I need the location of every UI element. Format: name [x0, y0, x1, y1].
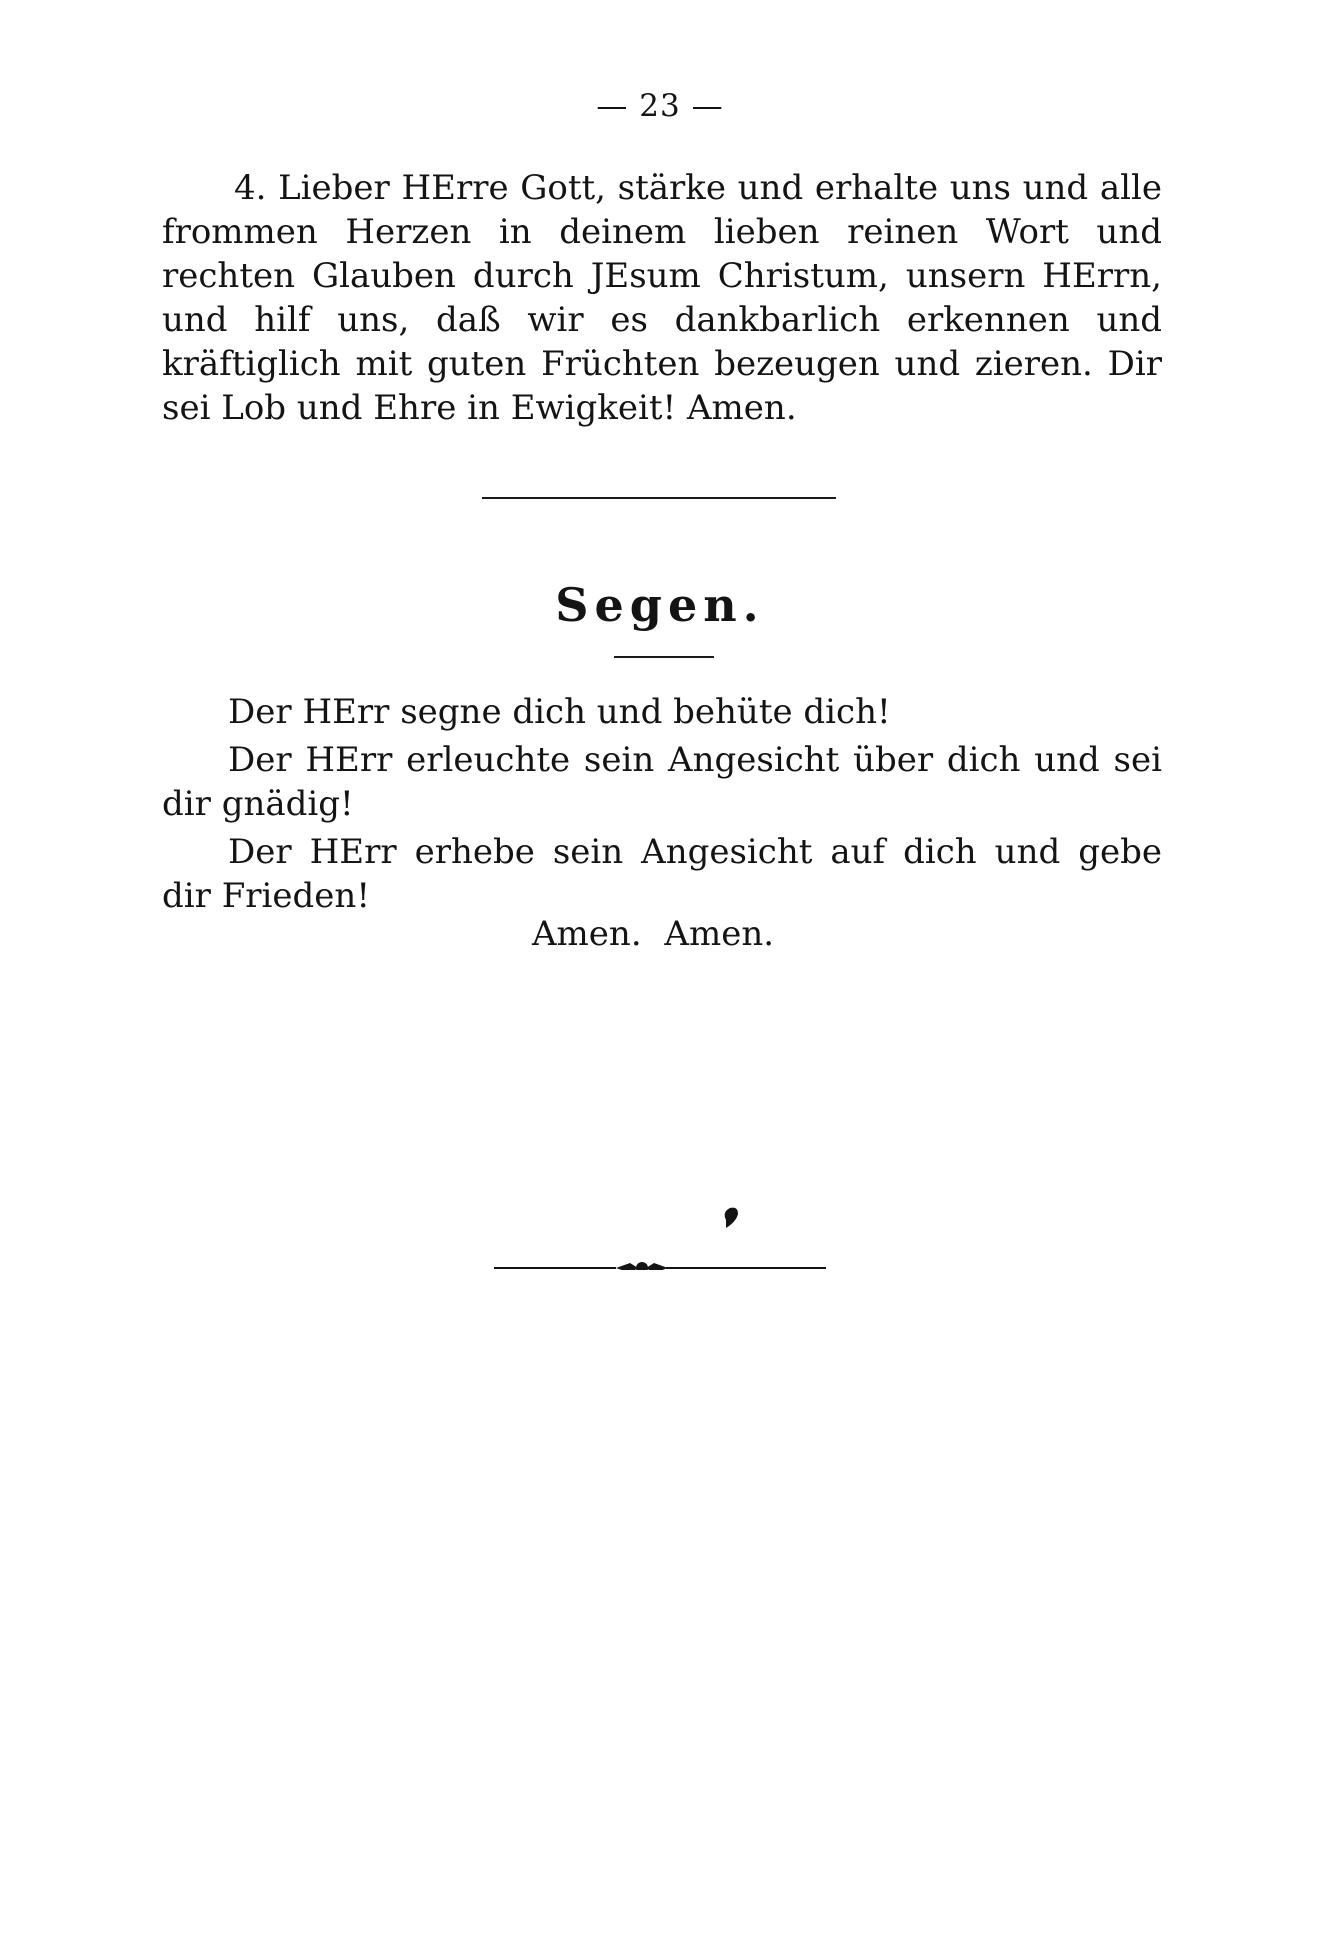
blessing-line-3: Der HErr erhebe sein Angesicht auf dich und gebe dir Frieden! [162, 832, 1162, 916]
heading-underline [614, 656, 714, 658]
prayer-paragraph: 4. Lieber HErre Gott, stärke und erhalte uns und alle frommen Herzen in deinem lieben reinen Wort und rechten Glauben durch JEsum Christum, unsern HErrn, und hilf uns, daß wir es dankbarlich erkennen und kräftiglich mit guten Früchten bezeugen und zieren. Dir sei Lob und Ehre in Ewigkeit! Amen. [162, 168, 1162, 428]
page-number: — 23 — [596, 88, 724, 124]
blessing-line-2: Der HErr erleuchte sein Angesicht über dich und sei dir gnädig! [162, 740, 1162, 824]
amen-closing: Amen. Amen. [532, 914, 775, 954]
section-divider [482, 497, 836, 499]
end-ornament-icon [490, 1200, 830, 1270]
blessing-heading: Segen. [555, 578, 765, 632]
blessing-line-1: Der HErr segne dich und behüte dich! [228, 692, 891, 732]
